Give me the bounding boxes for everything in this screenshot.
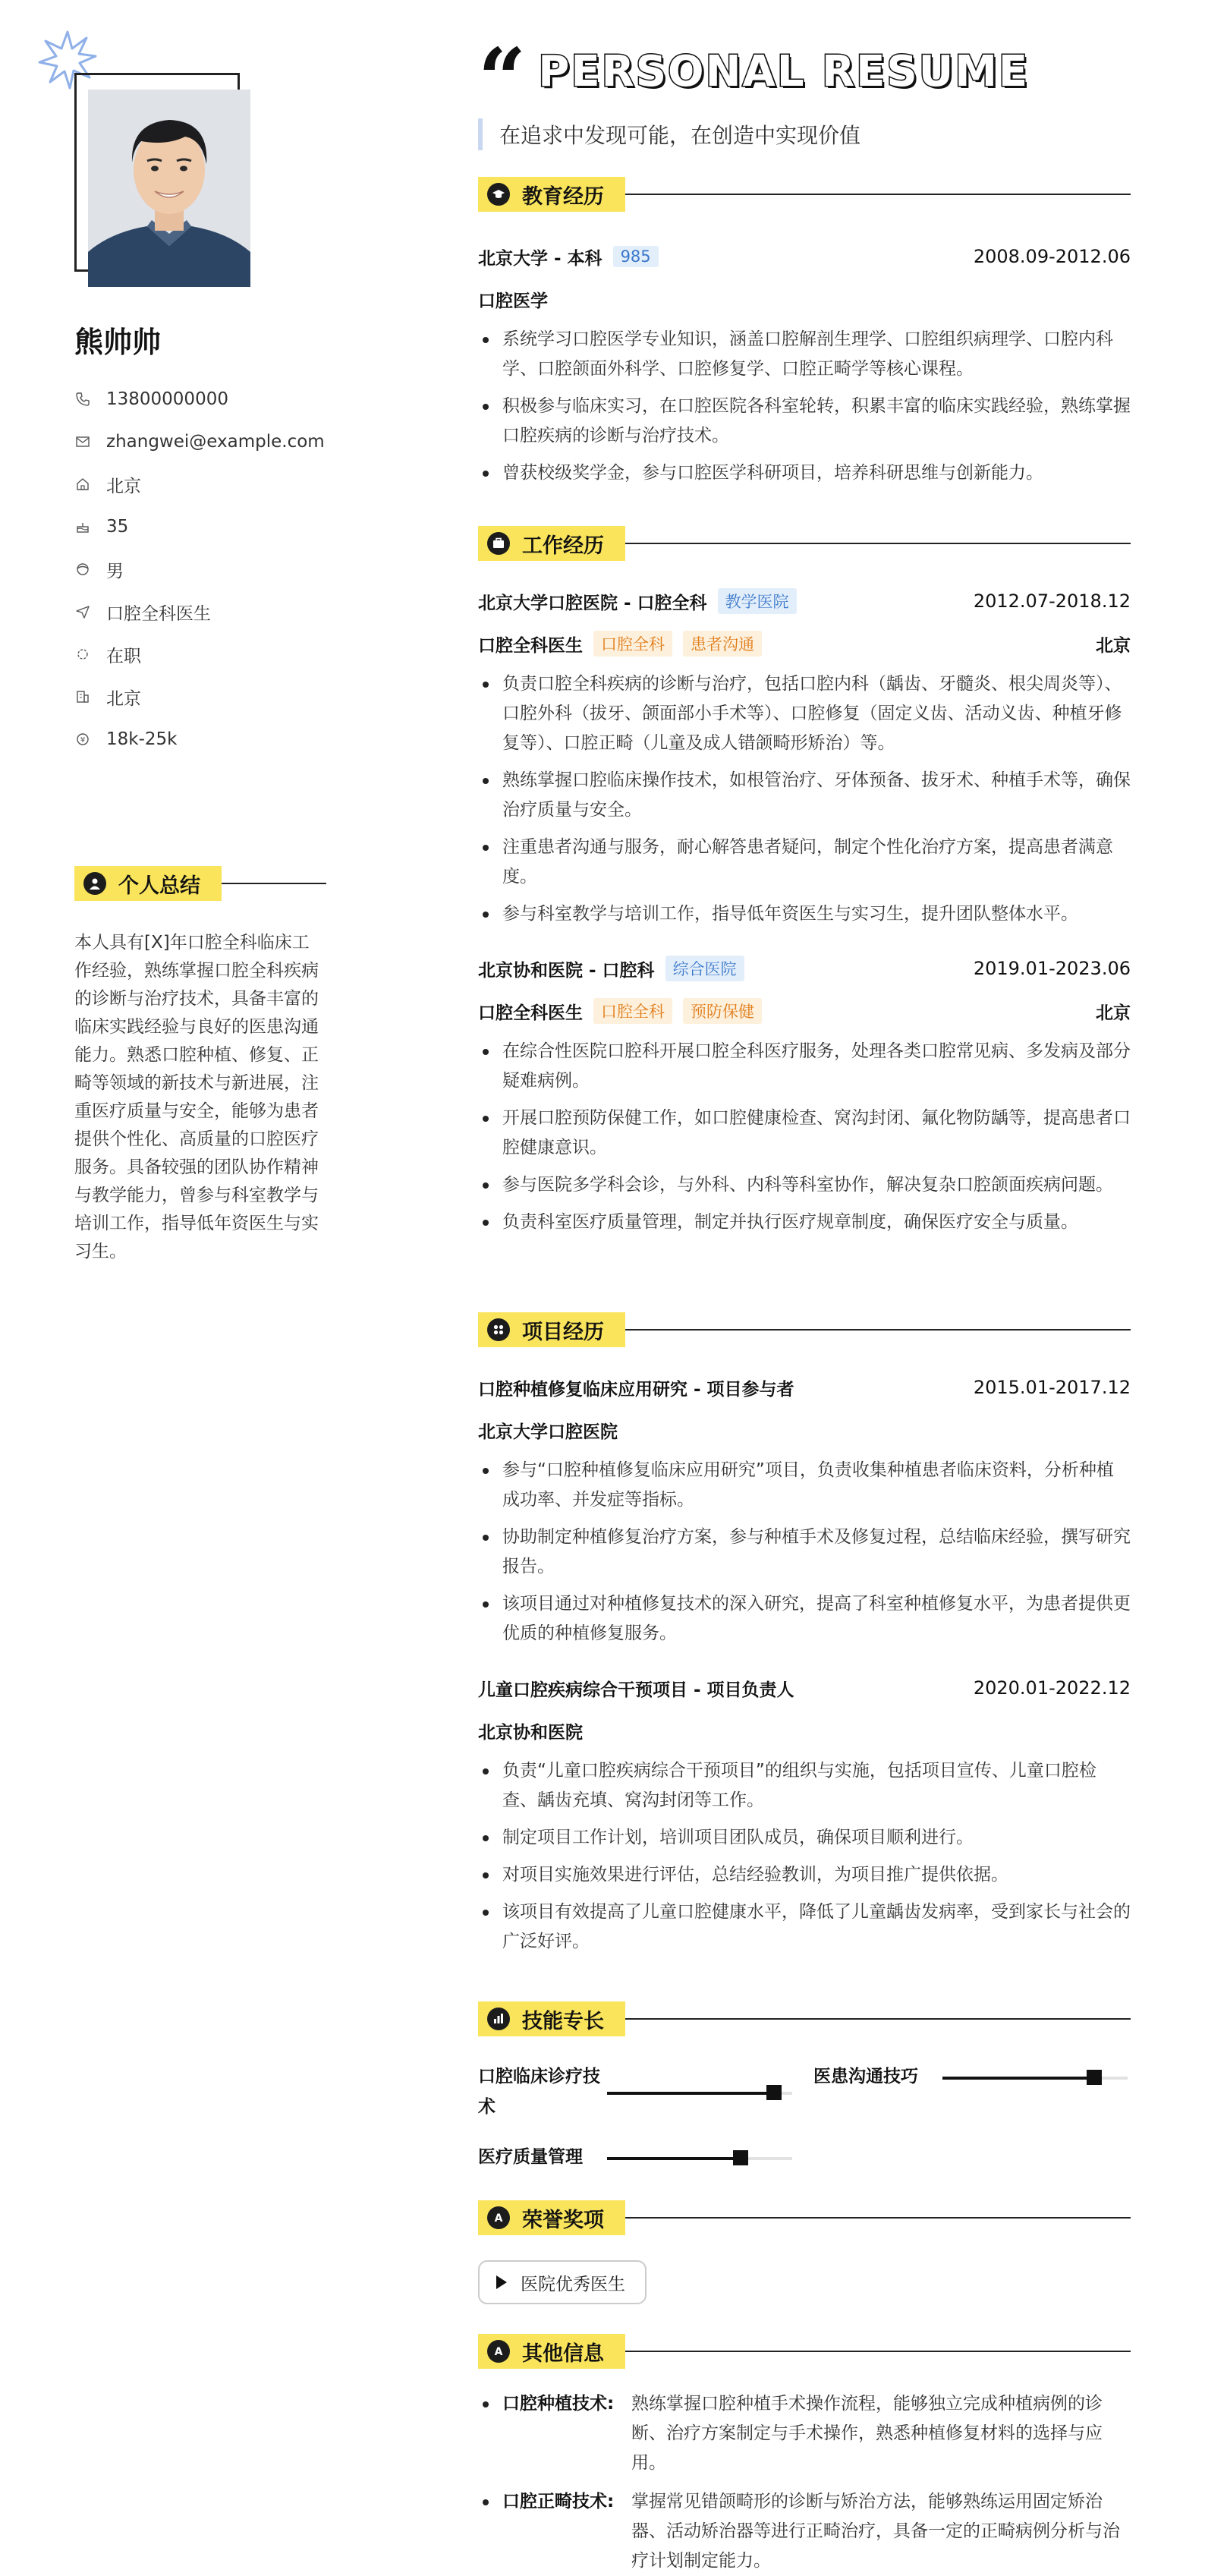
project-org: 北京大学口腔医院 [478, 1422, 618, 1442]
phone-icon [74, 391, 91, 408]
list-item: 系统学习口腔医学专业知识，涵盖口腔解剖生理学、口腔组织病理学、口腔内科学、口腔颌面外科学、口腔修复学、口腔正畸学等核心课程。 [478, 325, 1131, 384]
section-divider [625, 2351, 1131, 2352]
job-org: 北京大学口腔医院 - 口腔全科 [478, 593, 707, 613]
job-org-tag: 综合医院 [665, 956, 744, 981]
skill-bar-knob [1087, 2070, 1102, 2085]
profile-name: 熊帅帅 [74, 326, 162, 359]
job-header [478, 587, 1131, 615]
gender-icon [74, 561, 91, 578]
skill-bar [942, 2077, 1128, 2080]
skill-bar-knob [766, 2085, 782, 2100]
project-date: 2015.01-2017.12 [973, 1377, 1131, 1398]
projects-section-header [478, 1312, 1131, 1348]
list-item [478, 2389, 1131, 2478]
job-entry [478, 587, 1131, 929]
job-skill-tag: 口腔全科 [593, 998, 672, 1024]
job-org: 北京协和医院 - 口腔科 [478, 960, 655, 981]
info-text: 在职 [106, 646, 141, 666]
education-section-header [478, 176, 1131, 213]
project-org: 北京协和医院 [478, 1722, 583, 1743]
skill-name: 医疗质量管理 [478, 2147, 583, 2167]
building-icon [74, 688, 91, 705]
other-key: 口腔正畸技术: [502, 2492, 615, 2511]
section-title: 项目经历 [522, 1320, 604, 1344]
job-date: 2012.07-2018.12 [973, 590, 1131, 612]
section-divider [625, 2217, 1131, 2219]
send-icon [74, 603, 91, 620]
projects-section [478, 1312, 1131, 1964]
skill-name: 医患沟通技巧 [813, 2067, 918, 2086]
job-role: 口腔全科医生 [478, 1003, 583, 1023]
other-key: 口腔种植技术: [502, 2394, 615, 2414]
section-title: 其他信息 [522, 2341, 604, 2366]
honor-item [478, 2260, 647, 2304]
honors-section [478, 2200, 1131, 2236]
cake-icon [74, 518, 91, 535]
job-bullets [478, 1037, 1131, 1237]
info-text: 北京 [106, 476, 141, 496]
info-status [74, 633, 408, 675]
job-header [478, 955, 1131, 982]
section-pill [478, 177, 625, 212]
grid-icon [487, 1318, 510, 1341]
other-section [478, 2333, 1131, 2370]
info-text: 18k-25k [106, 729, 178, 749]
school-tag: 985 [613, 246, 659, 267]
section-divider [625, 1329, 1131, 1331]
list-item: 参与“口腔种植修复临床应用研究”项目，负责收集种植患者临床资料，分析种植成功率、并发症等指标。 [478, 1456, 1131, 1515]
info-gender [74, 548, 408, 590]
list-item [478, 2487, 1131, 2576]
section-pill [478, 2334, 625, 2369]
info-text: 口腔全科医生 [106, 603, 211, 624]
major [478, 285, 1131, 313]
section-divider [625, 194, 1131, 195]
skills-section-header [478, 2001, 1131, 2037]
play-icon [496, 2275, 507, 2289]
project-bullets [478, 1456, 1131, 1649]
avatar [88, 90, 250, 287]
other-section-header [478, 2333, 1131, 2370]
summary-section-header [74, 865, 326, 902]
quote-mark-icon: “ [478, 30, 527, 128]
salary-icon [74, 731, 91, 748]
skill-item [478, 2142, 792, 2172]
list-item: 制定项目工作计划，培训项目团队成员，确保项目顺利进行。 [478, 1823, 1131, 1853]
skill-item [813, 2061, 1128, 2092]
list-item: 开展口腔预防保健工作，如口腔健康检查、窝沟封闭、氟化物防龋等，提高患者口腔健康意识。 [478, 1104, 1131, 1163]
svg-text:A: A [494, 2346, 503, 2358]
section-pill [478, 2200, 625, 2235]
svg-text:A: A [494, 2212, 503, 2225]
work-section-header [478, 525, 1131, 562]
honor-text: 医院优秀医生 [521, 2274, 625, 2294]
section-title: 工作经历 [522, 534, 604, 558]
skill-bar-fill [942, 2077, 1094, 2080]
list-item: 该项目通过对种植修复技术的深入研究，提高了科室种植修复水平，为患者提供更优质的种植修复服务。 [478, 1589, 1131, 1649]
project-name: 口腔种植修复临床应用研究 - 项目参与者 [478, 1379, 794, 1400]
info-city [74, 675, 408, 718]
job-skill-tag: 患者沟通 [683, 631, 762, 657]
slogan: 在追求中发现可能，在创造中实现价值 [478, 118, 860, 150]
education-bullets [478, 325, 1131, 488]
section-pill [478, 1312, 625, 1347]
resume-title-text: PERSONAL RESUME [538, 46, 1030, 96]
briefcase-icon [487, 532, 510, 555]
project-org-row [478, 1717, 1131, 1744]
skill-bar [607, 2092, 792, 2095]
svg-text:¥: ¥ [80, 736, 86, 745]
section-divider [625, 2018, 1131, 2020]
project-date: 2020.01-2022.12 [973, 1677, 1131, 1699]
job-skill-tag: 口腔全科 [593, 631, 672, 657]
job-bullets [478, 669, 1131, 929]
sidebar [0, 0, 425, 2576]
school-name: 北京大学 - 本科 [478, 248, 602, 269]
info-icon [487, 2340, 510, 2363]
user-icon [83, 872, 106, 895]
skill-bar-fill [607, 2157, 741, 2160]
list-item: 协助制定种植修复治疗方案，参与种植手术及修复过程，总结临床经验，撰写研究报告。 [478, 1523, 1131, 1582]
section-pill [478, 2001, 625, 2036]
job-role: 口腔全科医生 [478, 635, 583, 656]
info-email [74, 420, 408, 463]
list-item: 负责科室医疗质量管理，制定并执行医疗规章制度，确保医疗安全与质量。 [478, 1208, 1131, 1237]
project-entry [478, 1674, 1131, 1957]
other-value: 熟练掌握口腔种植手术操作流程，能够独立完成种植病例的诊断、治疗方案制定与手术操作，熟悉种植修复材料的选择与应用。 [631, 2394, 1103, 2473]
info-text: 35 [106, 517, 129, 537]
section-title: 个人总结 [118, 874, 200, 898]
section-divider [222, 883, 326, 884]
info-text: zhangwei@example.com [106, 432, 325, 452]
skill-bar-fill [607, 2092, 774, 2095]
info-text: 13800000000 [106, 389, 228, 409]
skill-name: 口腔临床诊疗技术 [478, 2067, 600, 2117]
section-title: 荣誉奖项 [522, 2208, 604, 2232]
job-city: 北京 [1096, 635, 1131, 656]
job-org-tag: 教学医院 [718, 588, 797, 614]
info-salary [74, 718, 408, 761]
resume-title [478, 30, 1030, 128]
job-role-row [478, 997, 1131, 1025]
skill-bar-knob [733, 2150, 748, 2165]
contact-info-list [74, 378, 408, 761]
home-icon [74, 476, 91, 493]
list-item: 曾获校级奖学金，参与口腔医学科研项目，培养科研思维与创新能力。 [478, 458, 1131, 488]
list-item: 负责“儿童口腔疾病综合干预项目”的组织与实施，包括项目宣传、儿童口腔检查、龋齿充填、窝沟封闭等工作。 [478, 1756, 1131, 1815]
skills-section [478, 2001, 1131, 2037]
list-item: 注重患者沟通与服务，耐心解答患者疑问，制定个性化治疗方案，提高患者满意度。 [478, 833, 1131, 892]
skill-bar [607, 2157, 792, 2160]
section-pill [478, 526, 625, 561]
skill-item [478, 2061, 792, 2122]
info-age [74, 505, 408, 548]
project-org-row [478, 1416, 1131, 1444]
project-bullets [478, 1756, 1131, 1957]
major-name: 口腔医学 [478, 291, 548, 311]
list-item: 熟练掌握口腔临床操作技术，如根管治疗、牙体预备、拔牙术、种植手术等，确保治疗质量与安全。 [478, 766, 1131, 825]
education-date: 2008.09-2012.06 [973, 246, 1131, 267]
honors-section-header [478, 2200, 1131, 2236]
status-icon [74, 646, 91, 663]
job-date: 2019.01-2023.06 [973, 958, 1131, 979]
info-phone [74, 378, 408, 420]
info-text: 男 [106, 561, 124, 581]
project-header [478, 1374, 1131, 1401]
summary-text: 本人具有[X]年口腔全科临床工作经验，熟练掌握口腔全科疾病的诊断与治疗技术，具备丰富的临床实践经验与良好的医患沟通能力。熟悉口腔种植、修复、正畸等领域的新技术与新进展，注重医疗质量与安全，能够为患者提供个性化、高质量的口腔医疗服务。具备较强的团队协作精神与教学能力，曾参与科室教学与培训工作，指导低年资医生与实习生。 [74, 933, 319, 1261]
list-item: 对项目实施效果进行评估，总结经验教训，为项目推广提供依据。 [478, 1860, 1131, 1890]
award-icon [487, 2206, 510, 2229]
list-item: 该项目有效提高了儿童口腔健康水平，降低了儿童龋齿发病率，受到家长与社会的广泛好评。 [478, 1897, 1131, 1957]
education-section [478, 176, 1131, 496]
other-value: 掌握常见错颌畸形的诊断与矫治方法，能够熟练运用固定矫治器、活动矫治器等进行正畸治疗，具备一定的正畸病例分析与治疗计划制定能力。 [631, 2492, 1120, 2571]
list-item: 参与科室教学与培训工作，指导低年资医生与实习生，提升团队整体水平。 [478, 899, 1131, 929]
project-entry [478, 1374, 1131, 1649]
section-title: 技能专长 [522, 2009, 604, 2033]
work-section [478, 525, 1131, 1245]
education-row [478, 243, 1131, 270]
job-skill-tag: 预防保健 [683, 998, 762, 1024]
list-item: 在综合性医院口腔科开展口腔全科医疗服务，处理各类口腔常见病、多发病及部分疑难病例。 [478, 1037, 1131, 1096]
graduation-cap-icon [487, 183, 510, 206]
section-title: 教育经历 [522, 184, 604, 209]
info-location [74, 463, 408, 505]
info-position [74, 590, 408, 633]
mail-icon [74, 433, 91, 450]
job-entry [478, 955, 1131, 1237]
list-item: 积极参与临床实习，在口腔医院各科室轮转，积累丰富的临床实践经验，熟练掌握口腔疾病的诊断与治疗技术。 [478, 392, 1131, 451]
section-divider [625, 543, 1131, 544]
list-item: 参与医院多学科会诊，与外科、内科等科室协作，解决复杂口腔颌面疾病问题。 [478, 1170, 1131, 1200]
other-list [478, 2389, 1131, 2576]
bar-chart-icon [487, 2008, 510, 2030]
job-city: 北京 [1096, 1003, 1131, 1023]
section-pill [74, 866, 222, 901]
list-item: 负责口腔全科疾病的诊断与治疗，包括口腔内科（龋齿、牙髓炎、根尖周炎等）、口腔外科（拔牙、颌面部小手术等）、口腔修复（固定义齿、活动义齿、种植牙修复等）、口腔正畸（儿童及成人错颌畸形矫治）等。 [478, 669, 1131, 758]
job-role-row [478, 630, 1131, 657]
info-text: 北京 [106, 688, 141, 709]
project-header [478, 1674, 1131, 1702]
project-name: 儿童口腔疾病综合干预项目 - 项目负责人 [478, 1680, 794, 1700]
